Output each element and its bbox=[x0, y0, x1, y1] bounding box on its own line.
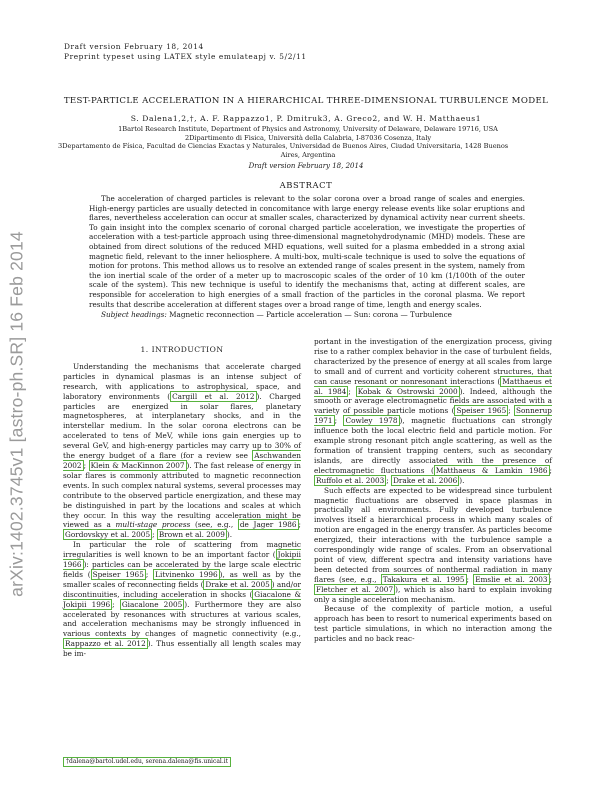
text-run: ; bbox=[298, 520, 301, 530]
text-run: portant in the investigation of the energization process, giving rise to a rather complex behavior in the case of turbulent fields, characterized by the presence of energy at all scales from large to small and of current and vorticity coherent structures, that can cause resonant or nonresonant interactions ( bbox=[314, 337, 552, 386]
text-run: ; bbox=[83, 460, 89, 470]
text-run: ; bbox=[112, 599, 120, 609]
text-run: ). Indeed, although the smooth or average electromagnetic fields are associated with a variety of possible particle motions ( bbox=[314, 386, 553, 416]
intro-paragraph-2-cont bbox=[314, 337, 552, 486]
citation-link[interactable]: Emslie et al. 2003 bbox=[475, 574, 548, 584]
citation-link[interactable]: Rappazzo et al. 2012 bbox=[65, 639, 146, 649]
citation-link[interactable]: Matthaeus et al. 1984 bbox=[314, 376, 552, 396]
arxiv-stamp-text: arXiv:1402.3745v1 [astro-ph.SR] 16 Feb 2014 bbox=[6, 231, 27, 597]
text-run: ), which is also hard to explain invoking only a single acceleration mechanism. bbox=[314, 584, 552, 604]
subject-headings-list: Magnetic reconnection — Particle acceleration — Sun: corona — Turbulence bbox=[169, 310, 452, 320]
citation-link[interactable]: Giacalone & Jokipii 1996 bbox=[63, 589, 301, 609]
abstract-text: The acceleration of charged particles is relevant to the solar corona over a broad range of scales and energies. High-energy particles are usually detected in concomitance with large energy release events like solar eruptions and flares, nevertheless acceleration can occur at smaller scales, characterized by dynamical activity near current sheets. To gain insight into the complex scenario of coronal charged particle acceleration, we investigate the properties of acceleration with a test-particle approach using three-dimensional magnetohydrodynamic (MHD) models. These are obtained from direct solutions of the reduced MHD equations, well suited for a plasma embedded in a strong axial magnetic field, relevant to the inner heliosphere. A multi-box, multi-scale technique is used to solve the equations of motion for protons. This method allows us to resolve an extended range of scales present in the system, namely from the ion inertial scale of the order of a meter up to macroscopic scales of the order of 10 km (1/100th of the outer scale of the system). This new technique is useful to identify the mechanisms that, acting at different scales, are responsible for acceleration to high energies of a small fraction of the particles in the coronal plasma. We report results that describe acceleration at different stages over a broad range of time, length and energy scales. bbox=[89, 194, 525, 309]
text-run: ). Charged particles are energized in solar flares, planetary magnetospheres, at interplanetary shocks, and in the interstellar medium. In the solar corona electrons can be accelerated to tens of MeV, while ions gain energies up to several GeV, and high-energy particles may carry up to 30% of the energy budget of a flare (for a review see bbox=[63, 391, 301, 461]
text-run: ). Thus essentially all length scales may be im- bbox=[63, 639, 302, 659]
intro-paragraph-4 bbox=[314, 604, 552, 644]
text-run: Understanding the mechanisms that accelerate charged particles in dynamical plasmas is an intense subject of research, with applications to astrophysical, space, and laboratory environments ( bbox=[63, 361, 301, 401]
abstract-heading: ABSTRACT bbox=[279, 180, 333, 190]
affiliation-2: 2Dipartimento di Fisica, Università della Calabria, I-87036 Cosenza, Italy bbox=[184, 133, 432, 142]
text-run: ; bbox=[145, 569, 154, 579]
text-run: Because of the complexity of particle motion, a useful approach has been to resort to numerical experiments based on test particle simulations, in which no interaction among the particles and no back reac- bbox=[314, 604, 552, 644]
citation-link[interactable]: Drake et al. 2005 bbox=[205, 579, 270, 589]
citation-link[interactable]: de Jager 1986 bbox=[239, 520, 297, 530]
citation-link[interactable]: Speiser 1965 bbox=[92, 569, 144, 579]
text-run: (see, e.g., bbox=[190, 520, 238, 530]
affiliation-3: 3Departamento de Física, Facultad de Ciencias Exactas y Naturales, Universidad de Buenos Aires, Ciudad Universitaria, 1428 Buenos bbox=[58, 142, 509, 151]
draft-version: Draft version February 18, 2014 bbox=[248, 162, 364, 170]
citation-link[interactable]: Jokipii 1966 bbox=[63, 550, 301, 570]
text-run: ; bbox=[549, 574, 552, 584]
text-run: ). The fast release of energy in solar flares is commonly attributed to magnetic reconnection events. In such complex natural systems, several processes may contribute to the observed particle energization, and these may be distinguished in part by the locations and scales at which they occur. In this way the resulting acceleration might be viewed as a bbox=[63, 460, 301, 530]
citation-link[interactable]: Klein & MacKinnon 2007 bbox=[90, 460, 185, 470]
text-run: ; bbox=[508, 406, 515, 416]
citation-link[interactable]: Matthaeus & Lamkin 1986 bbox=[435, 465, 548, 475]
citation-link[interactable]: Sonnerup 1971 bbox=[314, 406, 552, 426]
draft-line: Draft version February 18, 2014 bbox=[64, 42, 204, 51]
citation-link[interactable]: Drake et al. 2006 bbox=[393, 475, 458, 485]
subject-headings-label: Subject headings: bbox=[101, 310, 167, 320]
text-run: ) and/or discontinuities, including acceleration in shocks ( bbox=[63, 579, 301, 599]
intro-paragraph-2 bbox=[63, 540, 301, 659]
preprint-line: Preprint typeset using LATEX style emulateapj v. 5/2/11 bbox=[64, 52, 307, 61]
text-run: ; bbox=[549, 465, 553, 475]
text-run: In particular the role of scattering from magnetic irregularities is well known to be an important factor ( bbox=[63, 540, 301, 560]
subject-headings bbox=[89, 310, 525, 320]
citation-link[interactable]: Gordovskyy et al. 2005 bbox=[65, 530, 151, 540]
abstract bbox=[89, 194, 525, 320]
intro-paragraph-1 bbox=[63, 362, 301, 540]
citation-link[interactable]: Fletcher et al. 2007 bbox=[316, 584, 394, 594]
citation-link[interactable]: Giacalone 2005 bbox=[121, 599, 183, 609]
left-column bbox=[63, 337, 301, 659]
right-column bbox=[314, 337, 552, 644]
paper-title: TEST-PARTICLE ACCELERATION IN A HIERARCHICAL THREE-DIMENSIONAL TURBULENCE MODEL bbox=[63, 96, 549, 106]
citation-link[interactable]: Kobak & Ostrowski 2000 bbox=[357, 386, 458, 396]
emphasis-text: multi-stage process bbox=[115, 520, 191, 530]
affiliation-1: 1Bartol Research Institute, Department of Physics and Astronomy, University of Delaware, Delaware 19716, USA bbox=[118, 125, 498, 133]
text-run: ). bbox=[226, 530, 233, 540]
citation-link[interactable]: Brown et al. 2009 bbox=[158, 530, 225, 540]
text-run: ), as well as by the smaller scales of reconnecting fields ( bbox=[63, 569, 302, 589]
citation-link[interactable]: Aschwanden 2002 bbox=[63, 451, 301, 470]
author-list: S. Dalena1,2,†, A. F. Rappazzo1, P. Dmitruk3, A. Greco2, and W. H. Matthaeus1 bbox=[130, 114, 482, 123]
text-run: Such effects are expected to be widespread since turbulent magnetic fluctuations are observed in space plasmas in practically all environments. Fully developed turbulence involves itself a hierarchical process in which many scales of motion are engaged in the energy transfer. As particles become energized, their interactions with the turbulence sample a correspondingly wide range of scales. From an observational point of view, different spectra and intensity variations have been detected from sources of nonthermal radiation in many flares (see, e.g., bbox=[314, 485, 552, 584]
citation-link[interactable]: Speiser 1965 bbox=[456, 406, 507, 416]
text-run: ; bbox=[334, 416, 344, 426]
citation-link[interactable]: Cowley 1978 bbox=[345, 416, 398, 426]
text-run: ). bbox=[459, 475, 465, 485]
citation-link[interactable]: Takakura et al. 1995 bbox=[382, 574, 465, 584]
citation-link[interactable]: Litvinenko 1996 bbox=[155, 569, 218, 579]
section-heading-introduction: 1. INTRODUCTION bbox=[140, 345, 224, 354]
arxiv-stamp[interactable] bbox=[4, 174, 30, 654]
citation-link[interactable]: Cargill et al. 2012 bbox=[172, 391, 255, 401]
text-run: ; bbox=[152, 530, 157, 540]
affiliation-3-cont: Aires, Argentina bbox=[280, 150, 336, 159]
text-run: ; bbox=[348, 386, 356, 396]
text-run: ; bbox=[466, 574, 474, 584]
preprint-header bbox=[64, 42, 307, 62]
text-run: ). Furthermore they are also accelerated by resonances with structures at various scales, and acceleration mechanisms may be strongly influenced in various contexts by changes of magnetic connectivity (e.g., bbox=[63, 599, 301, 639]
text-run: ), magnetic fluctuations can strongly influence both the local electric field and particle motion. For example strong resonant pitch angle scattering, as well as the formation of transient trapping centers, such as secondary islands, are directly associated with the presence of electromagnetic fluctuations ( bbox=[314, 416, 553, 475]
affiliations bbox=[48, 125, 568, 159]
text-run: ): particles can be accelerated by the large scale electric fields ( bbox=[63, 560, 301, 579]
intro-paragraph-3 bbox=[314, 486, 552, 605]
footnote-email[interactable]: †dalena@bartol.udel.edu, serena.dalena@fis.unical.it bbox=[63, 757, 231, 767]
text-run: ; bbox=[386, 475, 392, 485]
citation-link[interactable]: Ruffolo et al. 2003 bbox=[316, 475, 385, 485]
